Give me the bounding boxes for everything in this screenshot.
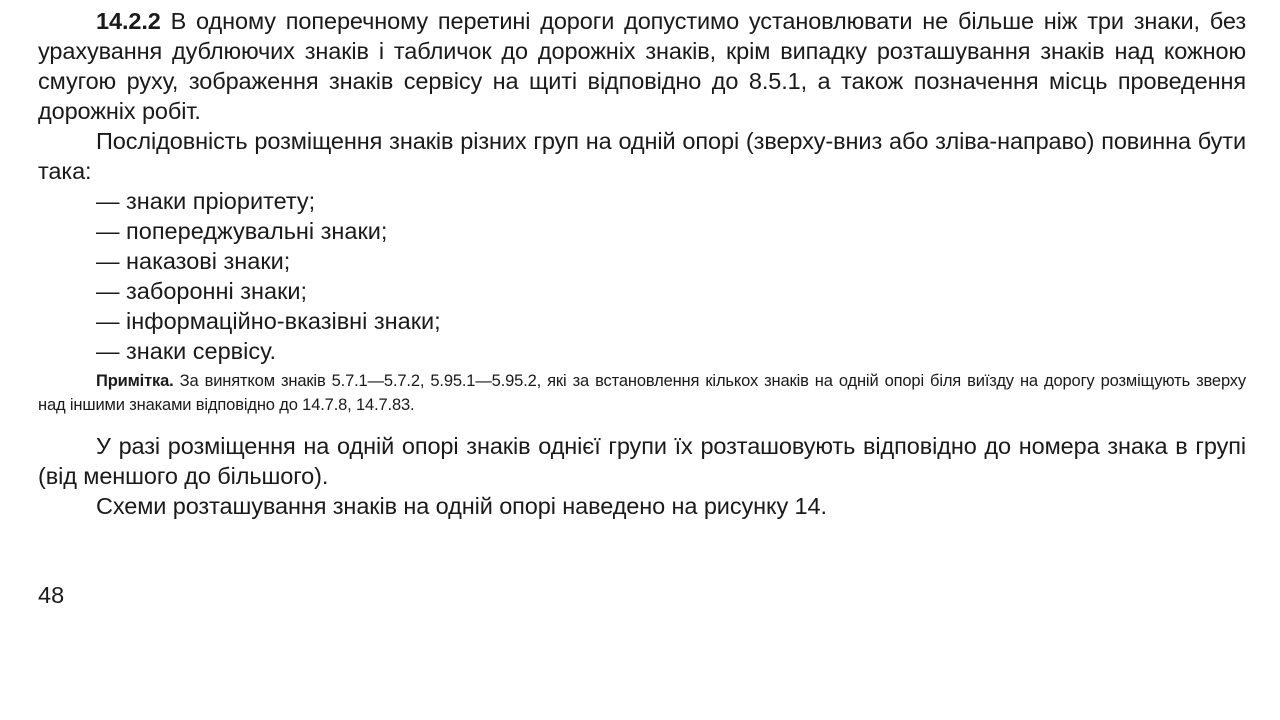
list-item: — знаки сервісу. (96, 338, 277, 364)
note-text: За винятком знаків 5.7.1—5.7.2, 5.95.1—5.95.2, які за встановлення кількох знаків на одній опорі біля виїзду на дорогу розміщують зверху над іншими знаками відповідно до 14.7.8, 14.7.83. (38, 372, 1246, 414)
document-page (38, 6, 1246, 521)
section-paragraph-2: Послідовність розміщення знаків різних груп на одній опорі (зверху-вниз або зліва-направо) повинна бути така: (38, 128, 1246, 184)
list-item: — заборонні знаки; (96, 278, 308, 304)
list-item: — інформаційно-вказівні знаки; (96, 308, 441, 334)
section-paragraph-3: У разі розміщення на одній опорі знаків однієї групи їх розташовують відповідно до номера знака в групі (від меншого до більшого). (38, 433, 1246, 489)
section-paragraph-4: Схеми розташування знаків на одній опорі наведено на рисунку 14. (96, 493, 827, 519)
section-number: 14.2.2 (96, 8, 161, 34)
note-paragraph (38, 369, 1246, 417)
note-label: Примітка. (96, 372, 174, 390)
list-item: — наказові знаки; (96, 248, 291, 274)
list-item: — попереджувальні знаки; (96, 218, 388, 244)
paragraph-1-text: В одному поперечному перетині дороги допустимо установлювати не більше ніж три знаки, без урахування дублюючих знаків і табличок до дорожніх знаків, крім випадку розташування знаків над кожною смугою руху, зображення знаків сервісу на щиті відповідно до 8.5.1, а також позначення місць проведення дорожніх робіт. (38, 8, 1246, 124)
list-item: — знаки пріоритету; (96, 188, 316, 214)
section-paragraph-1 (38, 6, 1246, 126)
sign-order-list (38, 186, 1246, 366)
page-number: 48 (38, 582, 65, 608)
